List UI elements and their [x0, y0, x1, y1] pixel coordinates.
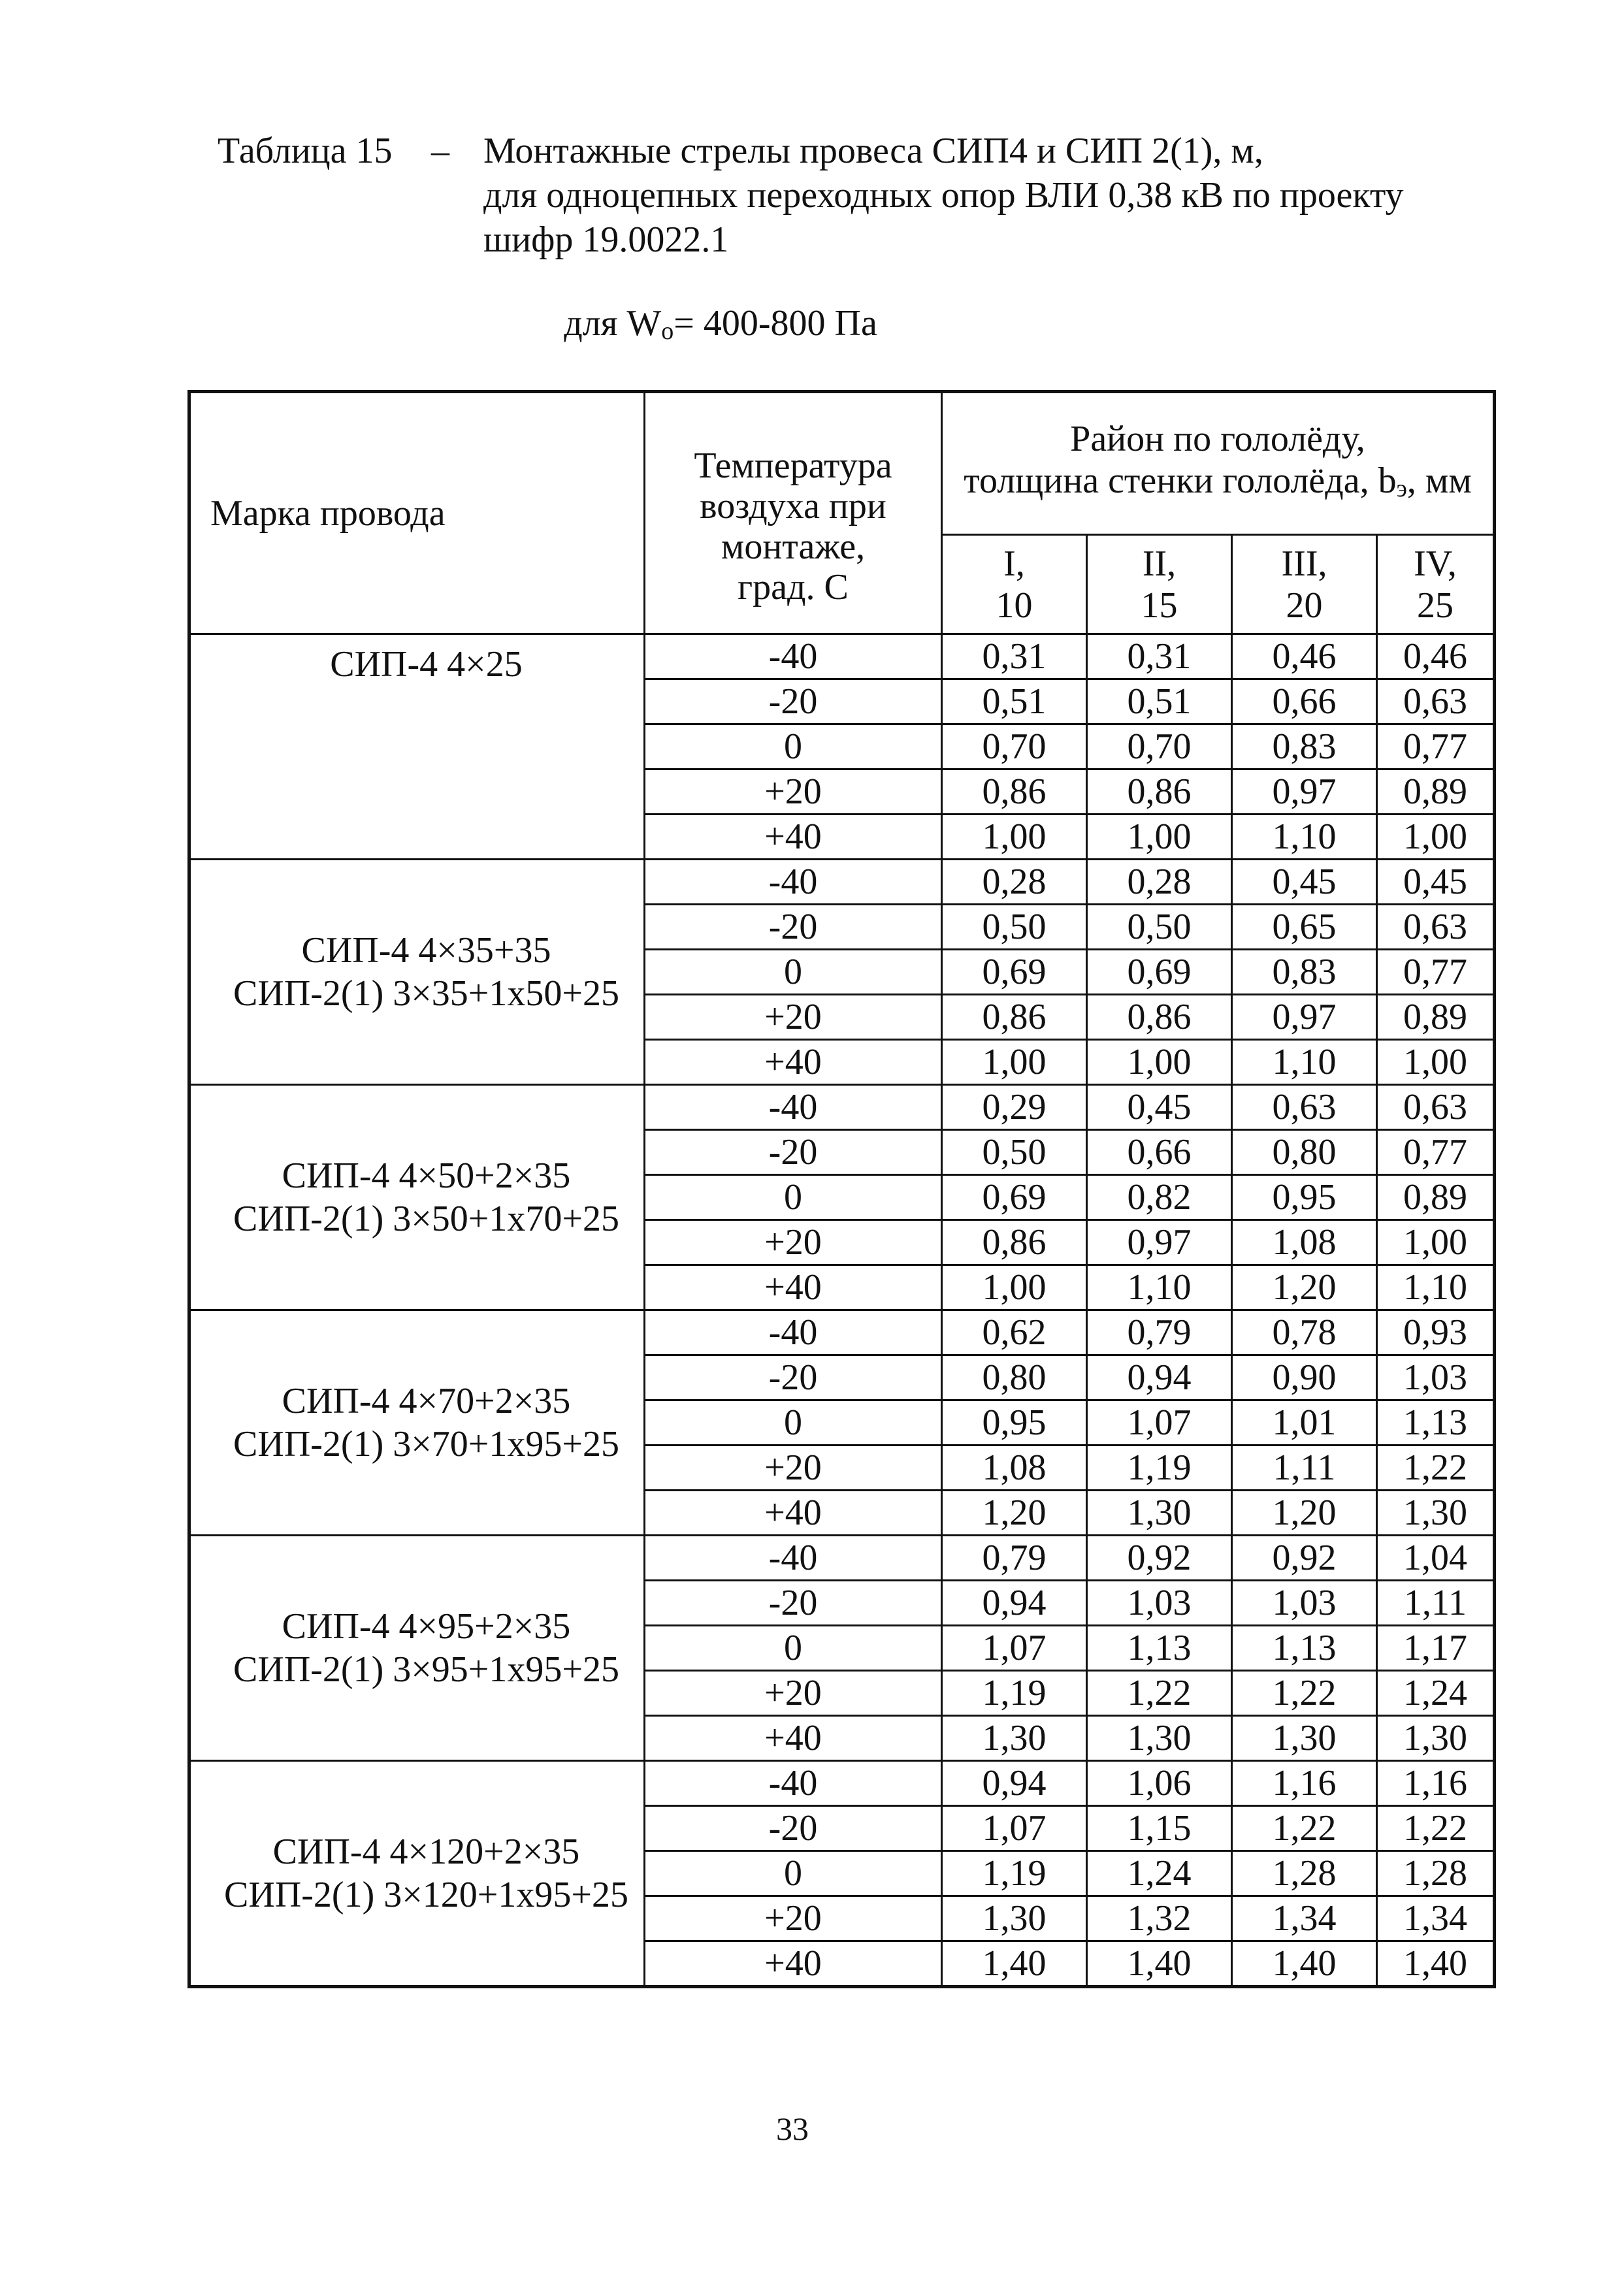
sag-value-cell: 0,46: [1377, 634, 1495, 679]
sag-value-cell: 0,95: [942, 1400, 1087, 1446]
table-row: [189, 860, 1495, 905]
sag-value-cell: 1,22: [1377, 1806, 1495, 1851]
temperature-cell: 0: [645, 724, 942, 769]
temperature-cell: +20: [645, 1446, 942, 1491]
wire-brand-cell: [189, 634, 645, 860]
sag-value-cell: 1,06: [1087, 1761, 1232, 1806]
sag-value-cell: 1,08: [1232, 1220, 1377, 1265]
table-row: [189, 1085, 1495, 1130]
sag-value-cell: 0,46: [1232, 634, 1377, 679]
sag-value-cell: 0,63: [1377, 1085, 1495, 1130]
temperature-cell: +20: [645, 1896, 942, 1941]
temperature-cell: 0: [645, 1175, 942, 1220]
sag-value-cell: 0,70: [1087, 724, 1232, 769]
sag-value-cell: 1,19: [1087, 1446, 1232, 1491]
sag-value-cell: 1,30: [942, 1716, 1087, 1761]
sag-value-cell: 0,83: [1232, 724, 1377, 769]
sag-value-cell: 0,86: [942, 995, 1087, 1040]
sag-value-cell: 0,45: [1377, 860, 1495, 905]
sag-value-cell: 0,97: [1232, 769, 1377, 815]
wire-brand-line: СИП-2(1) 3×95+1х95+25: [233, 1649, 619, 1690]
sag-value-cell: 1,00: [1087, 815, 1232, 860]
sag-value-cell: 0,79: [942, 1536, 1087, 1581]
sag-value-cell: 1,16: [1232, 1761, 1377, 1806]
sag-value-cell: 0,86: [942, 1220, 1087, 1265]
table-caption-label: Таблица 15: [218, 131, 393, 171]
sag-value-cell: 0,95: [1232, 1175, 1377, 1220]
sag-value-cell: 0,51: [942, 679, 1087, 724]
sag-value-cell: 1,04: [1377, 1536, 1495, 1581]
sag-value-cell: 0,94: [942, 1761, 1087, 1806]
sag-value-cell: 1,10: [1377, 1265, 1495, 1310]
sag-value-cell: 0,89: [1377, 995, 1495, 1040]
sag-value-cell: 0,50: [1087, 905, 1232, 950]
sag-value-cell: 1,34: [1377, 1896, 1495, 1941]
sag-value-cell: 1,30: [1377, 1716, 1495, 1761]
sag-value-cell: 0,45: [1087, 1085, 1232, 1130]
sag-value-cell: 0,66: [1087, 1130, 1232, 1175]
sag-value-cell: 0,93: [1377, 1310, 1495, 1355]
temperature-cell: +20: [645, 1671, 942, 1716]
table-caption-text: [483, 129, 1502, 262]
temperature-cell: -40: [645, 1310, 942, 1355]
sag-value-cell: 0,69: [942, 1175, 1087, 1220]
sag-value-cell: 1,22: [1232, 1806, 1377, 1851]
sag-value-cell: 0,63: [1377, 679, 1495, 724]
caption-line: для одноцепных переходных опор ВЛИ 0,38 кВ по проекту: [483, 175, 1404, 216]
sag-value-cell: 1,40: [1377, 1941, 1495, 1987]
temperature-cell: -40: [645, 1536, 942, 1581]
header-wire-brand: Марка провода: [189, 392, 645, 634]
sag-value-cell: 1,10: [1232, 815, 1377, 860]
temperature-cell: +20: [645, 769, 942, 815]
sag-value-cell: 0,92: [1087, 1536, 1232, 1581]
sag-value-cell: 1,19: [942, 1851, 1087, 1896]
sag-value-cell: 1,07: [942, 1626, 1087, 1671]
header-zone-4: IV, 25: [1377, 535, 1495, 634]
sag-value-cell: 1,15: [1087, 1806, 1232, 1851]
sag-value-cell: 1,01: [1232, 1400, 1377, 1446]
header-ice-zone: Район по гололёду, толщина стенки гололёда, $b_э$, мм: [942, 392, 1495, 535]
sag-value-cell: 0,69: [942, 950, 1087, 995]
temperature-cell: +40: [645, 1941, 942, 1987]
sag-value-cell: 1,24: [1087, 1851, 1232, 1896]
sag-value-cell: 1,13: [1377, 1400, 1495, 1446]
temperature-cell: -40: [645, 1085, 942, 1130]
sag-value-cell: 1,00: [942, 1040, 1087, 1085]
wire-brand-cell: [189, 860, 645, 1085]
temperature-cell: -40: [645, 1761, 942, 1806]
sag-value-cell: 1,32: [1087, 1896, 1232, 1941]
sag-value-cell: 1,11: [1232, 1446, 1377, 1491]
temperature-cell: +40: [645, 1716, 942, 1761]
sag-table: [187, 390, 1496, 1988]
table-row: [189, 1761, 1495, 1806]
sag-value-cell: 0,90: [1232, 1355, 1377, 1400]
sag-value-cell: 1,19: [942, 1671, 1087, 1716]
sag-value-cell: 1,22: [1377, 1446, 1495, 1491]
sag-value-cell: 0,62: [942, 1310, 1087, 1355]
sag-value-cell: 0,77: [1377, 1130, 1495, 1175]
sag-value-cell: 1,08: [942, 1446, 1087, 1491]
wire-brand-cell: [189, 1536, 645, 1761]
temperature-cell: 0: [645, 1626, 942, 1671]
wire-brand-line: СИП-4 4×35+35: [301, 930, 551, 971]
sag-value-cell: 1,07: [1087, 1400, 1232, 1446]
sag-value-cell: 1,03: [1232, 1581, 1377, 1626]
sag-value-cell: 1,03: [1087, 1581, 1232, 1626]
sag-value-cell: 1,22: [1232, 1671, 1377, 1716]
sag-value-cell: 0,86: [1087, 995, 1232, 1040]
sag-value-cell: 0,80: [1232, 1130, 1377, 1175]
sag-value-cell: 0,29: [942, 1085, 1087, 1130]
sag-value-cell: 1,00: [1377, 1040, 1495, 1085]
sag-value-cell: 1,00: [1087, 1040, 1232, 1085]
caption-line: шифр 19.0022.1: [483, 219, 729, 260]
sag-value-cell: 1,00: [942, 815, 1087, 860]
wire-brand-cell: [189, 1085, 645, 1310]
sag-value-cell: 1,13: [1087, 1626, 1232, 1671]
wire-brand-line: СИП-2(1) 3×50+1х70+25: [233, 1199, 619, 1239]
wire-brand-line: СИП-4 4×25: [330, 644, 523, 685]
temperature-cell: +20: [645, 995, 942, 1040]
sag-value-cell: 0,28: [942, 860, 1087, 905]
wire-brand-cell: [189, 1761, 645, 1987]
sag-value-cell: 1,11: [1377, 1581, 1495, 1626]
sag-value-cell: 1,30: [1087, 1716, 1232, 1761]
table-row: [189, 634, 1495, 679]
header-zone-2: II, 15: [1087, 535, 1232, 634]
wire-brand-line: СИП-2(1) 3×35+1х50+25: [233, 973, 619, 1014]
temperature-cell: +40: [645, 1040, 942, 1085]
sag-value-cell: 0,94: [1087, 1355, 1232, 1400]
sag-value-cell: 1,10: [1232, 1040, 1377, 1085]
table-caption-dash: –: [431, 131, 449, 171]
page-number: 33: [776, 2110, 809, 2147]
temperature-cell: -20: [645, 679, 942, 724]
sag-value-cell: 1,24: [1377, 1671, 1495, 1716]
sag-value-cell: 0,89: [1377, 1175, 1495, 1220]
sag-value-cell: 0,50: [942, 1130, 1087, 1175]
temperature-cell: -20: [645, 1130, 942, 1175]
sag-value-cell: 0,83: [1232, 950, 1377, 995]
sag-value-cell: 0,31: [1087, 634, 1232, 679]
sag-value-cell: 1,07: [942, 1806, 1087, 1851]
temperature-cell: -20: [645, 1355, 942, 1400]
sag-value-cell: 0,80: [942, 1355, 1087, 1400]
temperature-cell: -20: [645, 1581, 942, 1626]
sag-value-cell: 0,63: [1232, 1085, 1377, 1130]
temperature-cell: 0: [645, 1851, 942, 1896]
sag-value-cell: 0,66: [1232, 679, 1377, 724]
sag-value-cell: 1,40: [1087, 1941, 1232, 1987]
sag-value-cell: 1,00: [942, 1265, 1087, 1310]
sag-value-cell: 1,10: [1087, 1265, 1232, 1310]
wind-subscript: о: [661, 317, 674, 345]
temperature-cell: +40: [645, 1491, 942, 1536]
sag-value-cell: 0,70: [942, 724, 1087, 769]
sag-value-cell: 1,40: [942, 1941, 1087, 1987]
sag-value-cell: 0,77: [1377, 950, 1495, 995]
sag-value-cell: 0,97: [1232, 995, 1377, 1040]
wind-prefix: для W: [564, 303, 662, 344]
sag-value-cell: 1,40: [1232, 1941, 1377, 1987]
sag-value-cell: 0,94: [942, 1581, 1087, 1626]
sag-value-cell: 1,00: [1377, 815, 1495, 860]
header-zone-3: III, 20: [1232, 535, 1377, 634]
temperature-cell: +20: [645, 1220, 942, 1265]
header-zone-1: I, 10: [942, 535, 1087, 634]
table-row: [189, 1310, 1495, 1355]
sag-value-cell: 1,20: [1232, 1491, 1377, 1536]
sag-value-cell: 0,63: [1377, 905, 1495, 950]
caption-line: Монтажные стрелы провеса СИП4 и СИП 2(1), м,: [483, 131, 1263, 171]
sag-value-cell: 1,30: [942, 1896, 1087, 1941]
temperature-cell: -20: [645, 905, 942, 950]
wire-brand-line: СИП-4 4×50+2×35: [282, 1155, 571, 1196]
sag-value-cell: 1,03: [1377, 1355, 1495, 1400]
sag-value-cell: 0,82: [1087, 1175, 1232, 1220]
temperature-cell: 0: [645, 950, 942, 995]
sag-value-cell: 0,45: [1232, 860, 1377, 905]
sag-value-cell: 1,34: [1232, 1896, 1377, 1941]
sag-value-cell: 0,51: [1087, 679, 1232, 724]
sag-value-cell: 1,20: [942, 1491, 1087, 1536]
sag-value-cell: 1,13: [1232, 1626, 1377, 1671]
wire-brand-cell: [189, 1310, 645, 1536]
wire-brand-line: СИП-2(1) 3×120+1х95+25: [224, 1875, 628, 1915]
sag-value-cell: 0,31: [942, 634, 1087, 679]
temperature-cell: +40: [645, 1265, 942, 1310]
temperature-cell: -40: [645, 634, 942, 679]
wire-brand-line: СИП-2(1) 3×70+1х95+25: [233, 1424, 619, 1464]
sag-value-cell: 1,30: [1232, 1716, 1377, 1761]
sag-value-cell: 0,28: [1087, 860, 1232, 905]
temperature-cell: -20: [645, 1806, 942, 1851]
wire-brand-line: СИП-4 4×120+2×35: [272, 1832, 580, 1872]
wind-suffix: = 400-800 Па: [674, 303, 877, 344]
sag-value-cell: 0,69: [1087, 950, 1232, 995]
sag-value-cell: 1,16: [1377, 1761, 1495, 1806]
header-temperature: Температура воздуха при монтаже, град. С: [645, 392, 942, 634]
sag-value-cell: 0,92: [1232, 1536, 1377, 1581]
sag-value-cell: 0,50: [942, 905, 1087, 950]
temperature-cell: -40: [645, 860, 942, 905]
wire-brand-line: СИП-4 4×70+2×35: [282, 1381, 571, 1421]
sag-value-cell: 0,97: [1087, 1220, 1232, 1265]
wind-load-condition: [0, 302, 1624, 346]
temperature-cell: +40: [645, 815, 942, 860]
sag-value-cell: 0,77: [1377, 724, 1495, 769]
sag-value-cell: 1,22: [1087, 1671, 1232, 1716]
temperature-cell: 0: [645, 1400, 942, 1446]
sag-value-cell: 1,17: [1377, 1626, 1495, 1671]
sag-value-cell: 1,28: [1377, 1851, 1495, 1896]
wire-brand-line: СИП-4 4×95+2×35: [282, 1606, 571, 1647]
sag-value-cell: 1,00: [1377, 1220, 1495, 1265]
sag-value-cell: 0,65: [1232, 905, 1377, 950]
sag-value-cell: 1,20: [1232, 1265, 1377, 1310]
sag-value-cell: 0,86: [1087, 769, 1232, 815]
sag-value-cell: 0,89: [1377, 769, 1495, 815]
sag-value-cell: 0,86: [942, 769, 1087, 815]
sag-value-cell: 1,30: [1087, 1491, 1232, 1536]
sag-value-cell: 1,30: [1377, 1491, 1495, 1536]
sag-value-cell: 1,28: [1232, 1851, 1377, 1896]
sag-value-cell: 0,79: [1087, 1310, 1232, 1355]
table-row: [189, 1536, 1495, 1581]
sag-value-cell: 0,78: [1232, 1310, 1377, 1355]
